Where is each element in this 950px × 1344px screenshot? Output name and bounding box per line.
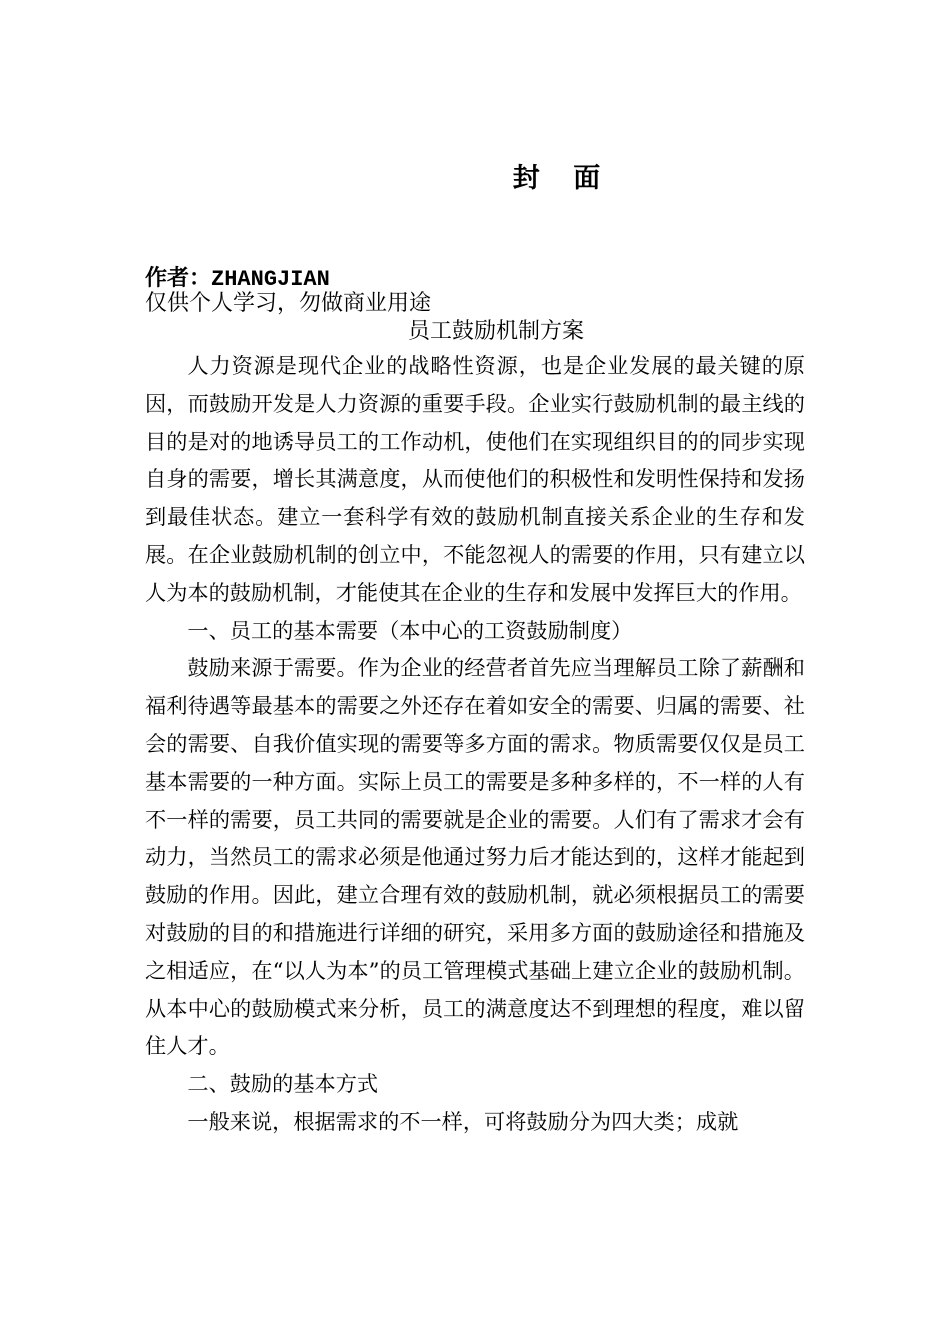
paragraph-methods: 一般来说，根据需求的不一样，可将鼓励分为四大类；成就 <box>187 1108 739 1134</box>
section-heading-2: 二、鼓励的基本方式 <box>187 1071 379 1097</box>
cover-title: 封 面 <box>512 163 613 194</box>
usage-notice: 仅供个人学习，勿做商业用途 <box>145 291 432 316</box>
paragraph-needs: 鼓励来源于需要。作为企业的经营者首先应当理解员工除了薪酬和福利待遇等最基本的需要之外还存在着如安全的需要、归属的需要、社会的需要、自我价值实现的需要等多方面的需求。物质需要仅仅是员工基本需要的一种方面。实际上员工的需要是多种多样的，不一样的人有不一样的需要，员工共同的需要就是企业的需要。人们有了需求才会有动力，当然员工的需求必须是他通过努力后才能达到的，这样才能起到鼓励的作用。因此，建立合理有效的鼓励机制，就必须根据员工的需要对鼓励的目的和措施进行详细的研究，采用多方面的鼓励途径和措施及之相适应，在“以人为本”的员工管理模式基础上建立企业的鼓励机制。从本中心的鼓励模式来分析，员工的满意度达不到理想的程度，难以留住人才。 <box>145 655 805 1059</box>
paragraph-intro: 人力资源是现代企业的战略性资源，也是企业发展的最关键的原因，而鼓励开发是人力资源的重要手段。企业实行鼓励机制的最主线的目的是对的地诱导员工的工作动机，使他们在实现组织目的的同步实现自身的需要，增长其满意度，从而使他们的积极性和发明性保持和发扬到最佳状态。建立一套科学有效的鼓励机制直接关系企业的生存和发展。在企业鼓励机制的创立中，不能忽视人的需要的作用，只有建立以人为本的鼓励机制，才能使其在企业的生存和发展中发挥巨大的作用。 <box>145 353 805 605</box>
document-title: 员工鼓励机制方案 <box>408 319 585 344</box>
author-name: ZHANGJIAN <box>211 267 330 292</box>
author-label: 作者： <box>145 265 212 291</box>
section-heading-1: 一、员工的基本需要（本中心的工资鼓励制度） <box>187 617 633 643</box>
document-body <box>145 347 805 1141</box>
